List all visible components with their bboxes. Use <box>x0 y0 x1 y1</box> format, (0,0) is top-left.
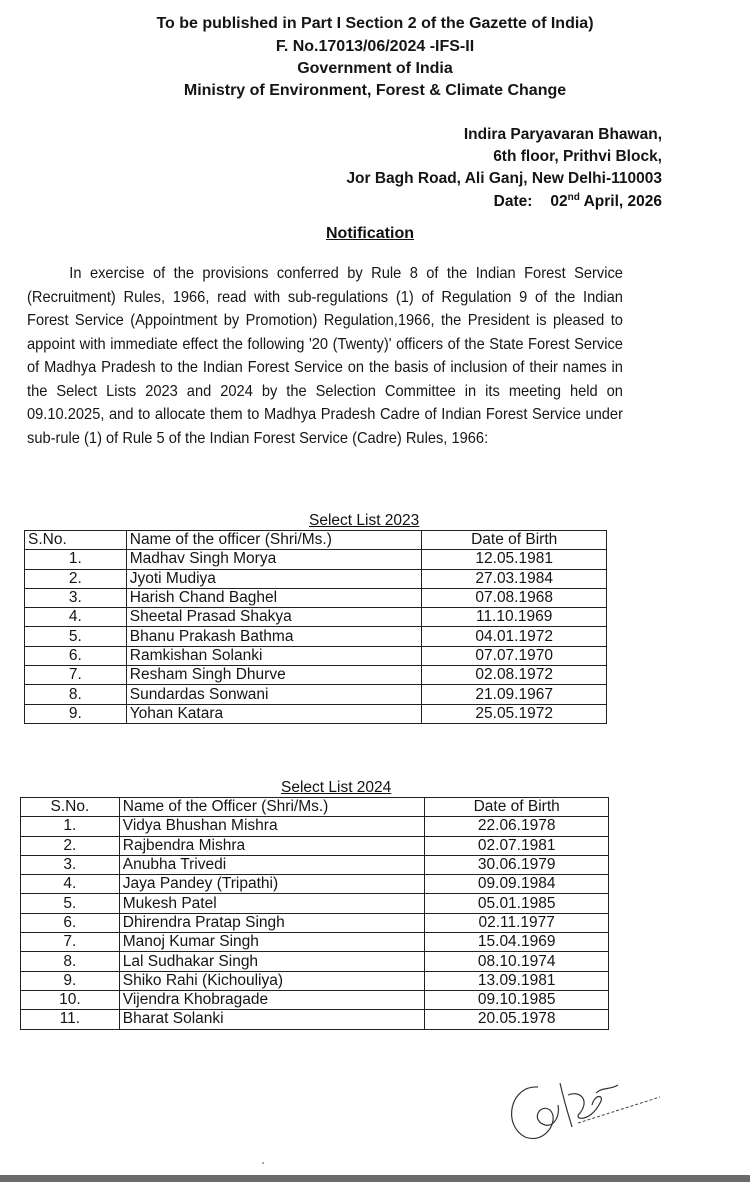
row-sno: 10. <box>21 990 120 1009</box>
date-of-birth: 20.05.1978 <box>425 1010 609 1029</box>
table-row <box>25 608 607 627</box>
table-header-row <box>25 531 607 550</box>
bottom-edge-bar <box>0 1175 750 1182</box>
gazette-publication-line: To be published in Part I Section 2 of the Gazette of India) <box>156 15 594 32</box>
ministry-name: Ministry of Environment, Forest & Climate Change <box>183 82 567 99</box>
row-sno: 9. <box>21 971 120 990</box>
address-line-3: Jor Bagh Road, Ali Ganj, New Delhi-110003 <box>346 170 662 187</box>
officer-name: Dhirendra Pratap Singh <box>119 913 425 932</box>
row-sno: 2. <box>25 569 127 588</box>
officer-name: Bharat Solanki <box>119 1010 425 1029</box>
officer-name: Rajbendra Mishra <box>119 836 425 855</box>
officer-name: Sheetal Prasad Shakya <box>126 608 422 627</box>
officer-name: Sundardas Sonwani <box>126 685 422 704</box>
header-sno: S.No. <box>21 798 120 817</box>
row-sno: 8. <box>25 685 127 704</box>
date-of-birth: 02.07.1981 <box>425 836 609 855</box>
date-of-birth: 09.10.1985 <box>425 990 609 1009</box>
address-line-1: Indira Paryavaran Bhawan, <box>463 126 662 143</box>
officer-name: Mukesh Patel <box>119 894 425 913</box>
date-of-birth: 05.01.1985 <box>425 894 609 913</box>
date-of-birth: 11.10.1969 <box>422 608 607 627</box>
date-of-birth: 15.04.1969 <box>425 933 609 952</box>
row-sno: 5. <box>25 627 127 646</box>
table-row <box>25 588 607 607</box>
officer-name: Harish Chand Baghel <box>126 588 422 607</box>
date-of-birth: 12.05.1981 <box>422 550 607 569</box>
select-list-2023-table <box>24 530 607 724</box>
row-sno: 3. <box>25 588 127 607</box>
row-sno: 6. <box>25 646 127 665</box>
table-row <box>21 817 609 836</box>
row-sno: 4. <box>21 875 120 894</box>
signature <box>500 1075 700 1145</box>
date-of-birth: 02.08.1972 <box>422 666 607 685</box>
table-header-row <box>21 798 609 817</box>
officer-name: Manoj Kumar Singh <box>119 933 425 952</box>
header-name: Name of the Officer (Shri/Ms.) <box>119 798 425 817</box>
select-list-2023-title: Select List 2023 <box>309 512 420 529</box>
table-row <box>21 913 609 932</box>
row-sno: 7. <box>25 666 127 685</box>
table-row <box>21 836 609 855</box>
row-sno: 11. <box>21 1010 120 1029</box>
officer-name: Anubha Trivedi <box>119 855 425 874</box>
notification-title: Notification <box>326 225 414 242</box>
table-row <box>25 704 607 723</box>
date-day: 02 <box>550 193 568 211</box>
table-row <box>21 952 609 971</box>
header-name: Name of the officer (Shri/Ms.) <box>126 531 422 550</box>
date-of-birth: 27.03.1984 <box>422 569 607 588</box>
officer-name: Ramkishan Solanki <box>126 646 422 665</box>
row-sno: 5. <box>21 894 120 913</box>
date-of-birth: 09.09.1984 <box>425 875 609 894</box>
date-suffix: nd <box>567 192 580 203</box>
date-row <box>494 192 662 211</box>
officer-name: Jyoti Mudiya <box>126 569 422 588</box>
notification-body: In exercise of the provisions conferred by Rule 8 of the Indian Forest Service (Recruitment) Rules, 1966, read with sub-regulations (1) of Regulation 9 of the Indian Forest Service (Appointment by Promotion) Regulation,1966, the President is pleased to appoint with immediate effect the following '20 (Twenty)' officers of the State Forest Service of Madhya Pradesh to the Indian Forest Service on the basis of inclusion of their names in the Select Lists 2023 and 2024 by the Selection Committee in its meeting held on 09.10.2025, and to allocate them to Madhya Pradesh Cadre of Indian Forest Service under sub-rule (1) of Rule 5 of the Indian Forest Service (Cadre) Rules, 1966: <box>27 265 623 447</box>
table-row <box>25 550 607 569</box>
officer-name: Vijendra Khobragade <box>119 990 425 1009</box>
table-row <box>25 646 607 665</box>
table-row <box>25 627 607 646</box>
table-row <box>21 855 609 874</box>
officer-name: Resham Singh Dhurve <box>126 666 422 685</box>
row-sno: 3. <box>21 855 120 874</box>
table-row <box>25 666 607 685</box>
government-name: Government of India <box>297 60 453 77</box>
date-of-birth: 13.09.1981 <box>425 971 609 990</box>
row-sno: 1. <box>25 550 127 569</box>
officer-name: Jaya Pandey (Tripathi) <box>119 875 425 894</box>
table-row <box>21 990 609 1009</box>
address-line-2: 6th floor, Prithvi Block, <box>493 148 662 165</box>
file-number: F. No.17013/06/2024 -IFS-II <box>275 38 475 55</box>
date-label: Date: <box>493 193 533 211</box>
row-sno: 6. <box>21 913 120 932</box>
row-sno: 4. <box>25 608 127 627</box>
officer-name: Madhav Singh Morya <box>126 550 422 569</box>
date-of-birth: 02.11.1977 <box>425 913 609 932</box>
officer-name: Bhanu Prakash Bathma <box>126 627 422 646</box>
date-of-birth: 07.08.1968 <box>422 588 607 607</box>
table-row <box>25 569 607 588</box>
table-row <box>21 933 609 952</box>
date-of-birth: 30.06.1979 <box>425 855 609 874</box>
row-sno: 7. <box>21 933 120 952</box>
date-of-birth: 08.10.1974 <box>425 952 609 971</box>
table-row <box>21 971 609 990</box>
officer-name: Vidya Bhushan Mishra <box>119 817 425 836</box>
header-dob: Date of Birth <box>425 798 609 817</box>
row-sno: 2. <box>21 836 120 855</box>
date-of-birth: 04.01.1972 <box>422 627 607 646</box>
date-month-year: April, 2026 <box>579 193 662 211</box>
row-sno: 9. <box>25 704 127 723</box>
select-list-2024-table <box>20 797 609 1030</box>
table-row <box>25 685 607 704</box>
scan-speck <box>262 1162 264 1164</box>
date-of-birth: 07.07.1970 <box>422 646 607 665</box>
date-of-birth: 21.09.1967 <box>422 685 607 704</box>
date-of-birth: 25.05.1972 <box>422 704 607 723</box>
row-sno: 1. <box>21 817 120 836</box>
table-row <box>21 894 609 913</box>
officer-name: Yohan Katara <box>126 704 422 723</box>
officer-name: Shiko Rahi (Kichouliya) <box>119 971 425 990</box>
table-row <box>21 875 609 894</box>
officer-name: Lal Sudhakar Singh <box>119 952 425 971</box>
table-row <box>21 1010 609 1029</box>
header-sno: S.No. <box>25 531 127 550</box>
select-list-2024-title: Select List 2024 <box>281 779 392 796</box>
date-of-birth: 22.06.1978 <box>425 817 609 836</box>
row-sno: 8. <box>21 952 120 971</box>
header-dob: Date of Birth <box>422 531 607 550</box>
